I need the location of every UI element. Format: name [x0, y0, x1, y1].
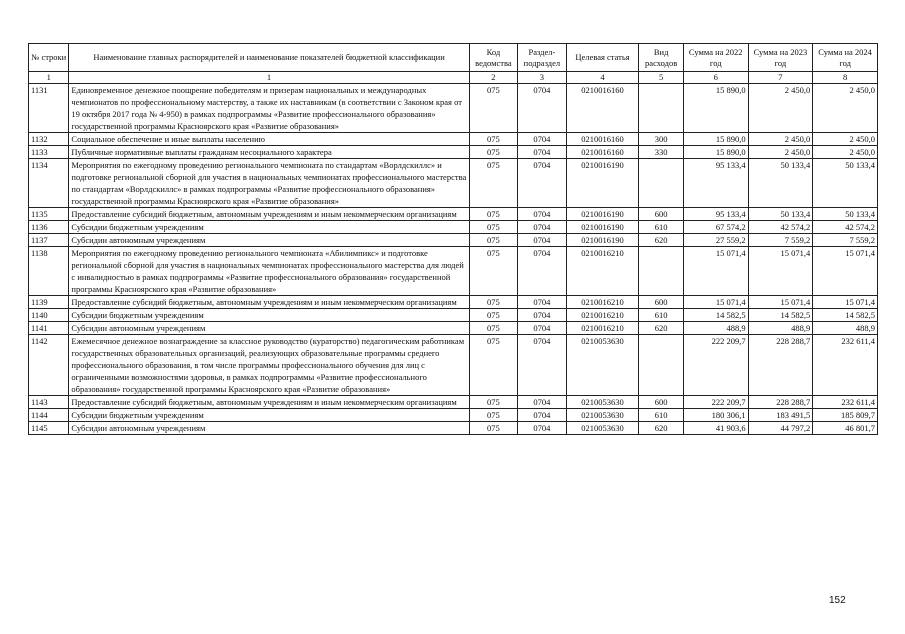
column-number: 7 — [748, 72, 813, 84]
row-kind: 620 — [639, 234, 683, 247]
row-kind — [639, 247, 683, 296]
row-number: 1132 — [29, 133, 69, 146]
row-sum-2022: 15 890,0 — [683, 84, 748, 133]
row-sum-2024: 2 450,0 — [813, 146, 878, 159]
row-sum-2023: 2 450,0 — [748, 84, 813, 133]
column-number: 1 — [69, 72, 469, 84]
row-code: 075 — [469, 409, 518, 422]
row-name: Ежемесячное денежное вознаграждение за классное руководство (кураторство) педагогическим работникам государственных образовательных организаций, реализующих образовательные программы среднего профессионального образования, в том числе программы профессионального обучения для лиц с ограниченными возможностями здоровья, в рамках подпрограммы «Развитие профессионального образования» государственной программы Красноярского края «Развитие образования» — [69, 335, 469, 396]
row-section: 0704 — [518, 422, 567, 435]
row-code: 075 — [469, 84, 518, 133]
row-target: 0210016210 — [566, 322, 639, 335]
row-target: 0210053630 — [566, 409, 639, 422]
row-sum-2022: 15 890,0 — [683, 133, 748, 146]
row-target: 0210016190 — [566, 221, 639, 234]
row-name: Мероприятия по ежегодному проведению регионального чемпионата по стандартам «Ворлдскиллс» и подготовке региональной сборной для участия в национальных чемпионатах профессионального мастерства по стандартам «Ворлдскиллс» в рамках подпрограммы «Развитие профессионального образования» государственной программы Красноярского края «Развитие образования» — [69, 159, 469, 208]
table-row — [29, 296, 878, 309]
row-sum-2024: 488,9 — [813, 322, 878, 335]
row-target: 0210053630 — [566, 396, 639, 409]
row-kind: 600 — [639, 296, 683, 309]
row-target: 0210053630 — [566, 422, 639, 435]
header-name: Наименование главных распорядителей и наименование показателей бюджетной классификации — [69, 44, 469, 72]
row-name: Предоставление субсидий бюджетным, автономным учреждениям и иным некоммерческим организациям — [69, 296, 469, 309]
column-number: 4 — [566, 72, 639, 84]
row-section: 0704 — [518, 309, 567, 322]
column-number: 5 — [639, 72, 683, 84]
row-sum-2024: 15 071,4 — [813, 296, 878, 309]
row-number: 1139 — [29, 296, 69, 309]
row-name: Субсидии автономным учреждениям — [69, 234, 469, 247]
row-name: Социальное обеспечение и иные выплаты населению — [69, 133, 469, 146]
row-code: 075 — [469, 234, 518, 247]
row-sum-2023: 488,9 — [748, 322, 813, 335]
row-target: 0210016210 — [566, 247, 639, 296]
row-kind: 610 — [639, 309, 683, 322]
row-code: 075 — [469, 146, 518, 159]
row-kind — [639, 335, 683, 396]
table-row — [29, 247, 878, 296]
table-row — [29, 146, 878, 159]
row-sum-2022: 15 071,4 — [683, 247, 748, 296]
row-kind: 300 — [639, 133, 683, 146]
row-target: 0210053630 — [566, 335, 639, 396]
row-target: 0210016190 — [566, 234, 639, 247]
row-sum-2023: 15 071,4 — [748, 247, 813, 296]
row-sum-2023: 228 288,7 — [748, 335, 813, 396]
table-row — [29, 221, 878, 234]
row-target: 0210016190 — [566, 159, 639, 208]
budget-table — [28, 43, 878, 435]
row-sum-2023: 50 133,4 — [748, 208, 813, 221]
row-code: 075 — [469, 335, 518, 396]
row-sum-2022: 15 890,0 — [683, 146, 748, 159]
row-sum-2023: 44 797,2 — [748, 422, 813, 435]
row-sum-2024: 46 801,7 — [813, 422, 878, 435]
row-name: Субсидии бюджетным учреждениям — [69, 221, 469, 234]
row-name: Субсидии автономным учреждениям — [69, 322, 469, 335]
row-code: 075 — [469, 309, 518, 322]
row-sum-2024: 2 450,0 — [813, 133, 878, 146]
row-number: 1140 — [29, 309, 69, 322]
column-number: 8 — [813, 72, 878, 84]
row-section: 0704 — [518, 234, 567, 247]
table-row — [29, 234, 878, 247]
row-code: 075 — [469, 322, 518, 335]
row-target: 0210016160 — [566, 133, 639, 146]
header-code: Код ведомства — [469, 44, 518, 72]
row-number: 1138 — [29, 247, 69, 296]
row-section: 0704 — [518, 247, 567, 296]
table-row — [29, 208, 878, 221]
row-name: Субсидии бюджетным учреждениям — [69, 309, 469, 322]
column-number: 2 — [469, 72, 518, 84]
row-sum-2022: 67 574,2 — [683, 221, 748, 234]
row-code: 075 — [469, 208, 518, 221]
row-section: 0704 — [518, 396, 567, 409]
row-kind: 600 — [639, 396, 683, 409]
table-row — [29, 422, 878, 435]
row-sum-2022: 488,9 — [683, 322, 748, 335]
table-row — [29, 322, 878, 335]
row-section: 0704 — [518, 146, 567, 159]
table-row — [29, 396, 878, 409]
row-sum-2024: 232 611,4 — [813, 396, 878, 409]
row-name: Публичные нормативные выплаты гражданам несоциального характера — [69, 146, 469, 159]
table-row — [29, 84, 878, 133]
row-kind — [639, 84, 683, 133]
row-target: 0210016160 — [566, 84, 639, 133]
header-kind: Вид расходов — [639, 44, 683, 72]
row-sum-2024: 42 574,2 — [813, 221, 878, 234]
row-sum-2023: 15 071,4 — [748, 296, 813, 309]
row-sum-2024: 7 559,2 — [813, 234, 878, 247]
row-target: 0210016210 — [566, 309, 639, 322]
table-row — [29, 309, 878, 322]
row-name: Мероприятия по ежегодному проведению регионального чемпионата «Абилимпикс» и подготовке региональной сборной для участия в национальных чемпионатах профессионального мастерства для людей с инвалидностью в рамках подпрограммы «Развитие профессионального образования» государственной программы Красноярского края «Развитие образования» — [69, 247, 469, 296]
row-code: 075 — [469, 296, 518, 309]
row-sum-2024: 185 809,7 — [813, 409, 878, 422]
row-name: Предоставление субсидий бюджетным, автономным учреждениям и иным некоммерческим организациям — [69, 396, 469, 409]
row-section: 0704 — [518, 84, 567, 133]
row-sum-2024: 14 582,5 — [813, 309, 878, 322]
row-number: 1135 — [29, 208, 69, 221]
row-kind — [639, 159, 683, 208]
row-name: Предоставление субсидий бюджетным, автономным учреждениям и иным некоммерческим организациям — [69, 208, 469, 221]
row-sum-2022: 222 209,7 — [683, 396, 748, 409]
header-target: Целевая статья — [566, 44, 639, 72]
row-name: Единовременное денежное поощрение победителям и призерам национальных и международных чемпионатов по профессиональному мастерству, а также их наставникам (в соответствии с Законом края от 19 октября 2017 года № 4-950) в рамках подпрограммы «Развитие профессионального образования» государственной программы Красноярского края «Развитие образования» — [69, 84, 469, 133]
row-sum-2024: 50 133,4 — [813, 208, 878, 221]
row-name: Субсидии автономным учреждениям — [69, 422, 469, 435]
row-section: 0704 — [518, 221, 567, 234]
row-target: 0210016160 — [566, 146, 639, 159]
row-number: 1144 — [29, 409, 69, 422]
row-sum-2024: 2 450,0 — [813, 84, 878, 133]
row-section: 0704 — [518, 296, 567, 309]
column-number: 6 — [683, 72, 748, 84]
page-number: 152 — [829, 595, 846, 606]
row-code: 075 — [469, 396, 518, 409]
row-target: 0210016210 — [566, 296, 639, 309]
row-section: 0704 — [518, 409, 567, 422]
table-row — [29, 409, 878, 422]
row-sum-2024: 15 071,4 — [813, 247, 878, 296]
row-code: 075 — [469, 422, 518, 435]
row-kind: 610 — [639, 221, 683, 234]
row-code: 075 — [469, 159, 518, 208]
table-row — [29, 133, 878, 146]
row-number: 1142 — [29, 335, 69, 396]
row-sum-2022: 14 582,5 — [683, 309, 748, 322]
row-number: 1136 — [29, 221, 69, 234]
row-number: 1133 — [29, 146, 69, 159]
row-sum-2023: 14 582,5 — [748, 309, 813, 322]
row-sum-2022: 180 306,1 — [683, 409, 748, 422]
header-sum-2023: Сумма на 2023 год — [748, 44, 813, 72]
row-sum-2022: 95 133,4 — [683, 159, 748, 208]
column-number-row — [29, 72, 878, 84]
table-row — [29, 159, 878, 208]
row-section: 0704 — [518, 159, 567, 208]
row-number: 1137 — [29, 234, 69, 247]
row-sum-2022: 95 133,4 — [683, 208, 748, 221]
row-number: 1145 — [29, 422, 69, 435]
column-number: 3 — [518, 72, 567, 84]
row-sum-2023: 7 559,2 — [748, 234, 813, 247]
row-number: 1134 — [29, 159, 69, 208]
row-sum-2023: 183 491,5 — [748, 409, 813, 422]
row-sum-2022: 41 903,6 — [683, 422, 748, 435]
row-section: 0704 — [518, 208, 567, 221]
row-kind: 610 — [639, 409, 683, 422]
row-target: 0210016190 — [566, 208, 639, 221]
row-sum-2023: 228 288,7 — [748, 396, 813, 409]
row-sum-2022: 222 209,7 — [683, 335, 748, 396]
row-sum-2024: 50 133,4 — [813, 159, 878, 208]
row-kind: 620 — [639, 422, 683, 435]
column-number: 1 — [29, 72, 69, 84]
row-section: 0704 — [518, 322, 567, 335]
row-sum-2022: 15 071,4 — [683, 296, 748, 309]
row-number: 1143 — [29, 396, 69, 409]
header-sum-2022: Сумма на 2022 год — [683, 44, 748, 72]
row-sum-2023: 2 450,0 — [748, 146, 813, 159]
row-kind: 330 — [639, 146, 683, 159]
row-kind: 620 — [639, 322, 683, 335]
row-kind: 600 — [639, 208, 683, 221]
row-sum-2023: 2 450,0 — [748, 133, 813, 146]
row-sum-2023: 50 133,4 — [748, 159, 813, 208]
row-section: 0704 — [518, 335, 567, 396]
table-header-row — [29, 44, 878, 72]
row-code: 075 — [469, 247, 518, 296]
row-code: 075 — [469, 221, 518, 234]
row-name: Субсидии бюджетным учреждениям — [69, 409, 469, 422]
row-number: 1141 — [29, 322, 69, 335]
row-sum-2024: 232 611,4 — [813, 335, 878, 396]
row-code: 075 — [469, 133, 518, 146]
table-row — [29, 335, 878, 396]
row-sum-2023: 42 574,2 — [748, 221, 813, 234]
row-number: 1131 — [29, 84, 69, 133]
header-section: Раздел-подраздел — [518, 44, 567, 72]
row-sum-2022: 27 559,2 — [683, 234, 748, 247]
header-num: № строки — [29, 44, 69, 72]
header-sum-2024: Сумма на 2024 год — [813, 44, 878, 72]
row-section: 0704 — [518, 133, 567, 146]
